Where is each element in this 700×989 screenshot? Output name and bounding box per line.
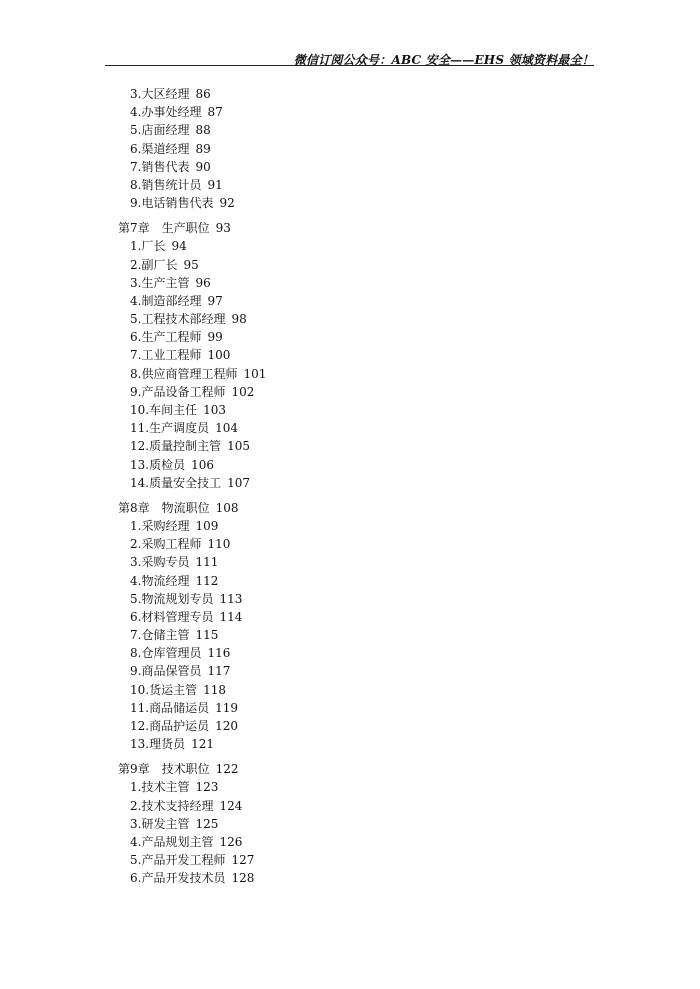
chapter-title: 物流职位 [161, 500, 210, 515]
toc-entry[interactable] [118, 626, 578, 644]
toc-entry-label: 8.销售统计员 [130, 177, 202, 192]
toc-entry[interactable] [118, 365, 578, 383]
toc-entry[interactable] [118, 292, 578, 310]
header-divider [105, 65, 594, 66]
toc-entry-page-number: 113 [219, 591, 243, 606]
toc-entry[interactable] [118, 401, 578, 419]
toc-entry-label: 9.产品设备工程师 [130, 384, 226, 399]
toc-entry[interactable] [118, 310, 578, 328]
toc-entry[interactable] [118, 644, 578, 662]
chapter-heading[interactable] [118, 760, 578, 778]
toc-entry-label: 6.产品开发技术员 [130, 871, 226, 886]
toc-section [118, 499, 578, 753]
toc-entry[interactable] [118, 608, 578, 626]
toc-entry-page-number: 117 [207, 664, 231, 679]
toc-entry-label: 2.采购工程师 [130, 537, 202, 552]
toc-entry[interactable] [118, 851, 578, 869]
toc-entry-label: 6.渠道经理 [130, 141, 190, 156]
toc-entry[interactable] [118, 699, 578, 717]
toc-entry-label: 5.店面经理 [130, 123, 190, 138]
chapter-page-number: 93 [215, 221, 231, 236]
toc-entry-page-number: 125 [195, 816, 219, 831]
toc-entry-label: 3.采购专员 [130, 555, 190, 570]
chapter-page-number: 108 [215, 500, 239, 515]
toc-entry-page-number: 120 [215, 719, 238, 733]
toc-entry-label: 7.工业工程师 [130, 348, 202, 363]
toc-entry-page-number: 127 [231, 853, 255, 868]
toc-section [118, 760, 578, 887]
toc-entry-label: 1.技术主管 [130, 780, 190, 795]
toc-entry-label: 3.大区经理 [130, 87, 190, 101]
toc-entry[interactable] [118, 176, 578, 194]
toc-entry-page-number: 126 [219, 834, 243, 849]
toc-entry-label: 8.仓库管理员 [130, 646, 202, 661]
toc-entry[interactable] [118, 194, 578, 212]
toc-entry-label: 5.产品开发工程师 [130, 853, 226, 868]
toc-entry-label: 7.仓储主管 [130, 628, 190, 643]
toc-entry-label: 11.生产调度员 [130, 421, 210, 436]
chapter-number: 第9章 [118, 762, 150, 777]
toc-entry-page-number: 96 [195, 275, 211, 290]
toc-entry-label: 9.商品保管员 [130, 664, 202, 679]
toc-entry-label: 13.质检员 [130, 457, 186, 472]
toc-entry-page-number: 116 [207, 646, 231, 661]
toc-entry-label: 10.车间主任 [130, 403, 198, 417]
toc-entry[interactable] [118, 437, 578, 455]
toc-entry[interactable] [118, 869, 578, 887]
toc-entry-page-number: 128 [231, 871, 255, 886]
toc-entry-label: 10.货运主管 [130, 682, 198, 697]
toc-entry-label: 12.质量控制主管 [130, 439, 222, 454]
toc-entry-label: 6.材料管理专员 [130, 609, 214, 624]
toc-entry-page-number: 90 [195, 159, 211, 174]
toc-entry-page-number: 87 [207, 105, 223, 120]
toc-entry[interactable] [118, 517, 578, 535]
toc-entry[interactable] [118, 158, 578, 176]
toc-entry[interactable] [118, 553, 578, 571]
toc-entry-page-number: 99 [207, 330, 223, 345]
toc-entry-label: 4.物流经理 [130, 573, 190, 588]
toc-entry-label: 13.理货员 [130, 737, 186, 752]
toc-entry-page-number: 109 [195, 518, 219, 533]
toc-section [118, 85, 578, 212]
toc-entry[interactable] [118, 103, 578, 121]
toc-entry-page-number: 119 [215, 700, 238, 715]
toc-entry-page-number: 115 [195, 628, 219, 643]
chapter-number: 第8章 [118, 500, 150, 515]
toc-entry-page-number: 110 [207, 537, 231, 552]
chapter-title: 生产职位 [161, 221, 210, 236]
toc-entry[interactable] [118, 735, 578, 753]
chapter-heading[interactable] [118, 219, 578, 237]
toc-entry-page-number: 97 [207, 293, 223, 308]
toc-entry-page-number: 111 [195, 555, 219, 570]
toc-entry-label: 3.研发主管 [130, 816, 190, 831]
toc-entry[interactable] [118, 833, 578, 851]
toc-entry-label: 6.生产工程师 [130, 330, 202, 345]
toc-entry-label: 5.物流规划专员 [130, 591, 214, 606]
toc-entry-label: 9.电话销售代表 [130, 196, 214, 211]
toc-entry-label: 11.商品储运员 [130, 700, 210, 715]
toc-entry[interactable] [118, 717, 578, 735]
toc-entry-page-number: 114 [219, 609, 243, 624]
toc-entry-label: 1.厂长 [130, 239, 166, 254]
toc-entry[interactable] [118, 815, 578, 833]
toc-entry-page-number: 124 [219, 798, 243, 813]
toc-entry-page-number: 92 [219, 196, 235, 211]
toc-entry-page-number: 121 [191, 737, 214, 752]
toc-entry[interactable] [118, 535, 578, 553]
toc-entry-label: 8.供应商管理工程师 [130, 366, 238, 381]
toc-entry-page-number: 88 [195, 123, 211, 138]
toc-entry-label: 7.销售代表 [130, 159, 190, 174]
toc-entry-page-number: 103 [203, 403, 226, 417]
chapter-page-number: 122 [215, 762, 239, 777]
toc-entry-page-number: 94 [171, 239, 187, 254]
toc-entry[interactable] [118, 140, 578, 158]
toc-entry-page-number: 107 [227, 475, 250, 490]
toc-entry[interactable] [118, 121, 578, 139]
toc-entry-label: 4.制造部经理 [130, 293, 202, 308]
toc-entry-label: 3.生产主管 [130, 275, 190, 290]
toc-entry[interactable] [118, 590, 578, 608]
toc-entry[interactable] [118, 383, 578, 401]
table-of-contents [118, 85, 578, 888]
toc-entry-page-number: 86 [195, 87, 211, 101]
toc-entry-label: 2.副厂长 [130, 257, 178, 272]
chapter-number: 第7章 [118, 221, 150, 236]
toc-entry-label: 14.质量安全技工 [130, 475, 222, 490]
toc-entry[interactable] [118, 572, 578, 590]
toc-entry-page-number: 89 [195, 141, 211, 156]
toc-entry-label: 5.工程技术部经理 [130, 312, 226, 327]
toc-entry[interactable] [118, 456, 578, 474]
toc-entry[interactable] [118, 419, 578, 437]
toc-entry[interactable] [118, 797, 578, 815]
toc-entry[interactable] [118, 474, 578, 492]
toc-entry-page-number: 98 [231, 312, 247, 327]
toc-entry[interactable] [118, 328, 578, 346]
toc-entry-page-number: 118 [203, 682, 226, 697]
running-header: 微信订阅公众号：ABC 安全——EHS 领域资料最全！ [293, 53, 594, 67]
toc-entry-page-number: 95 [183, 257, 199, 272]
toc-entry[interactable] [118, 662, 578, 680]
chapter-heading[interactable] [118, 499, 578, 517]
toc-entry-page-number: 105 [227, 439, 250, 454]
toc-entry[interactable] [118, 346, 578, 364]
toc-entry-page-number: 101 [243, 366, 267, 381]
toc-entry[interactable] [118, 778, 578, 796]
chapter-title: 技术职位 [161, 762, 210, 777]
toc-entry-label: 2.技术支持经理 [130, 798, 214, 813]
toc-entry-label: 12.商品护运员 [130, 719, 210, 733]
toc-entry[interactable] [118, 681, 578, 699]
toc-entry-page-number: 106 [191, 457, 214, 472]
toc-entry-page-number: 100 [207, 348, 231, 363]
toc-entry[interactable] [118, 274, 578, 292]
toc-entry[interactable] [118, 256, 578, 274]
toc-entry-label: 1.采购经理 [130, 518, 190, 533]
toc-entry-page-number: 112 [195, 573, 219, 588]
toc-entry[interactable] [118, 85, 578, 103]
toc-entry-page-number: 104 [215, 421, 238, 436]
toc-entry[interactable] [118, 237, 578, 255]
toc-entry-page-number: 102 [231, 384, 255, 399]
toc-entry-label: 4.产品规划主管 [130, 834, 214, 849]
toc-entry-label: 4.办事处经理 [130, 105, 202, 120]
toc-entry-page-number: 91 [207, 177, 223, 192]
toc-entry-page-number: 123 [195, 780, 219, 795]
toc-section [118, 219, 578, 492]
